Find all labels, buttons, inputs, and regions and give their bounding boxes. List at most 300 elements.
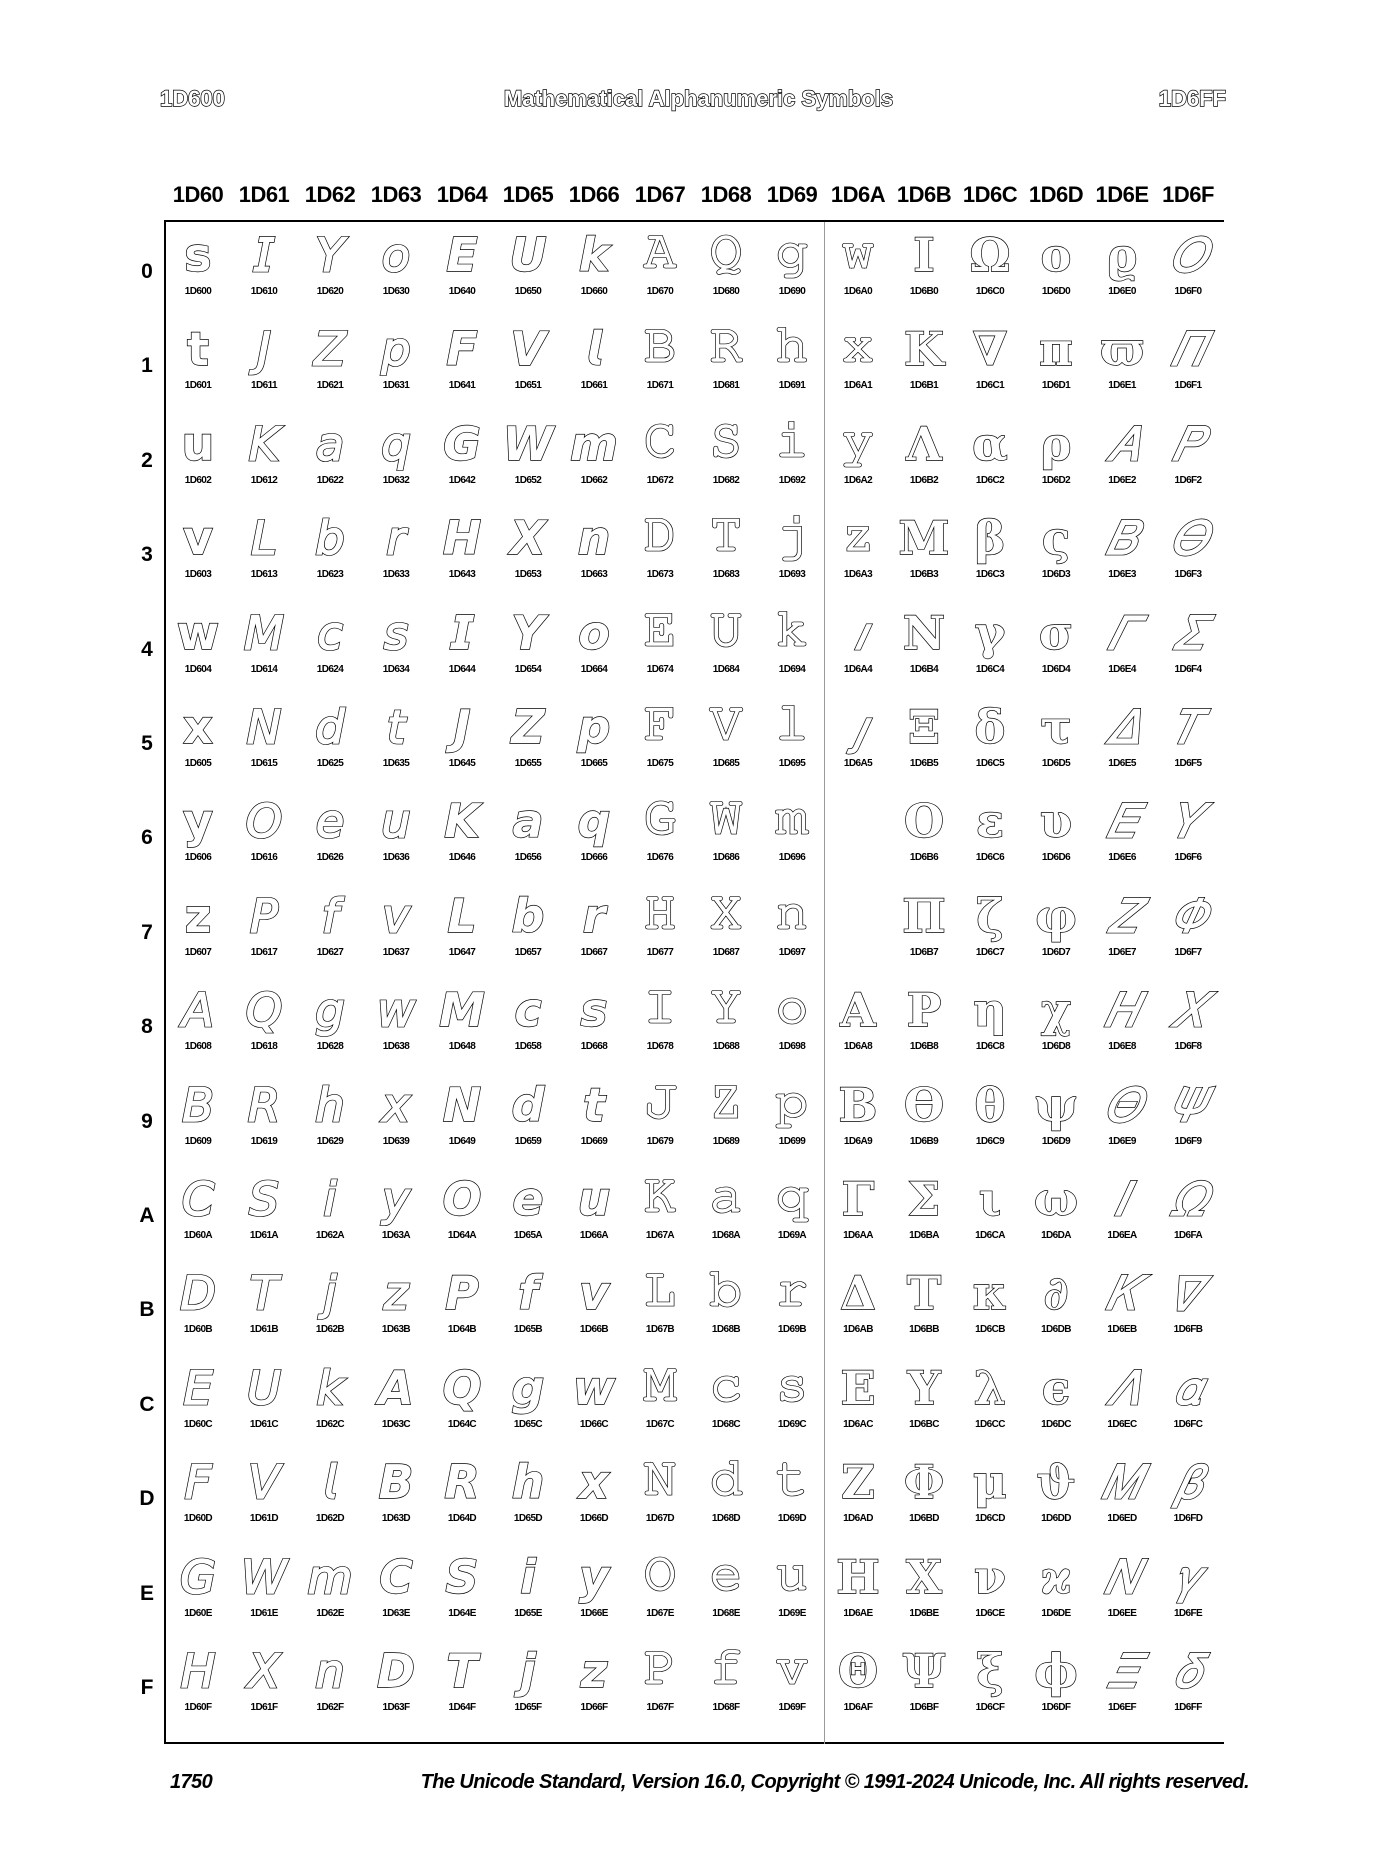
character-glyph: 𝙛 bbox=[517, 1266, 538, 1321]
chart-cell bbox=[1089, 1357, 1155, 1451]
character-glyph: 𝙃 bbox=[442, 511, 482, 566]
chart-cell bbox=[363, 696, 429, 790]
code-point-label: 1D65F bbox=[514, 1702, 542, 1713]
code-point-label: 1D646 bbox=[448, 852, 476, 864]
code-point-label: 1D698 bbox=[778, 1041, 806, 1053]
chart-cell bbox=[891, 1357, 957, 1451]
character-glyph: 𝛑 bbox=[1039, 322, 1073, 377]
code-point-label: 1D617 bbox=[250, 946, 278, 958]
code-point-label: 1D6F9 bbox=[1174, 1135, 1202, 1147]
character-glyph: 𝙌 bbox=[442, 1360, 482, 1415]
code-point-label: 1D632 bbox=[382, 474, 410, 486]
code-point-label: 1D6DF bbox=[1041, 1702, 1071, 1713]
chart-cell bbox=[165, 224, 231, 318]
character-glyph: 𝘫 bbox=[323, 1266, 337, 1321]
character-glyph: 𝛴 bbox=[1173, 605, 1203, 660]
chart-cell bbox=[627, 507, 693, 601]
code-point-label: 1D6CB bbox=[975, 1324, 1005, 1336]
character-glyph: 𝚭 bbox=[841, 1455, 875, 1510]
chart-cell bbox=[561, 979, 627, 1073]
character-glyph: 𝛯 bbox=[1107, 1644, 1137, 1698]
character-glyph: 𝘡 bbox=[314, 322, 346, 377]
code-point-label: 1D6E4 bbox=[1108, 663, 1136, 675]
code-point-label: 1D6F0 bbox=[1174, 286, 1202, 297]
character-glyph: 𝙭 bbox=[579, 1455, 609, 1510]
chart-cell bbox=[495, 1546, 561, 1640]
chart-cell bbox=[693, 224, 759, 318]
code-point-label: 1D6F8 bbox=[1174, 1041, 1202, 1053]
chart-cell bbox=[891, 1262, 957, 1356]
code-point-label: 1D6F7 bbox=[1174, 946, 1202, 958]
character-glyph: 𝘤 bbox=[317, 605, 343, 660]
chart-cell bbox=[165, 318, 231, 412]
chart-cell bbox=[957, 1168, 1023, 1262]
chart-cell bbox=[891, 413, 957, 507]
character-glyph: 𝛆 bbox=[976, 794, 1004, 849]
chart-cell bbox=[693, 979, 759, 1073]
character-glyph: 𝘠 bbox=[315, 228, 345, 282]
chart-cell bbox=[363, 1640, 429, 1734]
character-glyph: 𝙕 bbox=[511, 700, 545, 754]
character-glyph: 𝘶 bbox=[381, 794, 411, 849]
chart-cell bbox=[297, 1451, 363, 1545]
code-point-label: 1D67A bbox=[645, 1230, 675, 1241]
chart-cell bbox=[825, 224, 891, 318]
character-glyph: 𝘔 bbox=[244, 605, 284, 660]
character-glyph: 𝚐 bbox=[775, 229, 809, 281]
character-glyph: 𝛦 bbox=[1107, 794, 1137, 849]
character-glyph: 𝙴 bbox=[643, 606, 677, 659]
code-point-label: 1D653 bbox=[514, 569, 542, 581]
character-glyph: 𝘆 bbox=[183, 794, 213, 849]
character-glyph: 𝛭 bbox=[1102, 1455, 1142, 1510]
character-glyph: 𝛓 bbox=[1041, 511, 1070, 566]
code-point-label: 1D616 bbox=[250, 852, 278, 864]
character-glyph: 𝙀 bbox=[446, 228, 478, 282]
chart-cell bbox=[957, 1546, 1023, 1640]
chart-cell bbox=[231, 1640, 297, 1734]
code-point-label: 1D6F3 bbox=[1174, 569, 1202, 581]
character-glyph: 𝚛 bbox=[775, 1267, 809, 1320]
code-point-label: 1D6D4 bbox=[1041, 663, 1071, 675]
character-glyph: 𝚃 bbox=[709, 512, 743, 565]
chart-cell bbox=[1155, 224, 1221, 318]
chart-cell bbox=[1023, 1451, 1089, 1545]
character-glyph: 𝛠 bbox=[1106, 228, 1138, 282]
code-point-label: 1D65D bbox=[513, 1513, 543, 1525]
character-glyph: 𝙟 bbox=[520, 1644, 536, 1698]
chart-cell bbox=[165, 979, 231, 1073]
row-header: 8 bbox=[141, 1015, 153, 1039]
row-header: 7 bbox=[141, 920, 153, 944]
code-point-label: 1D697 bbox=[778, 946, 806, 958]
chart-cell bbox=[363, 602, 429, 696]
code-point-label: 1D6A2 bbox=[843, 474, 873, 486]
code-point-label: 1D60F bbox=[184, 1702, 212, 1713]
code-point-label: 1D6E2 bbox=[1108, 474, 1136, 486]
chart-cell bbox=[165, 1451, 231, 1545]
character-glyph: 𝘐 bbox=[253, 228, 275, 282]
chart-cell bbox=[231, 224, 297, 318]
character-glyph: 𝙽 bbox=[643, 1456, 677, 1509]
chart-cell bbox=[363, 1262, 429, 1356]
column-header: 1D6F bbox=[1162, 182, 1214, 207]
code-point-label: 1D627 bbox=[316, 946, 344, 958]
chart-cell bbox=[1023, 1074, 1089, 1168]
code-point-label: 1D625 bbox=[316, 758, 344, 769]
chart-cell bbox=[1155, 1357, 1221, 1451]
chart-cell bbox=[693, 1074, 759, 1168]
character-glyph: 𝛮 bbox=[1105, 1549, 1139, 1604]
code-point-label: 1D63F bbox=[382, 1702, 410, 1713]
character-glyph: 𝚿 bbox=[902, 1644, 945, 1698]
chart-cell bbox=[231, 413, 297, 507]
chart-cell bbox=[891, 696, 957, 790]
chart-cell bbox=[165, 1262, 231, 1356]
code-point-label: 1D6D5 bbox=[1041, 758, 1071, 769]
character-glyph: 𝚊 bbox=[709, 1173, 743, 1225]
character-glyph: 𝚨 bbox=[840, 983, 876, 1038]
character-glyph: 𝘻 bbox=[383, 1266, 409, 1321]
chart-cell bbox=[759, 318, 825, 412]
character-glyph: 𝘖 bbox=[245, 794, 283, 849]
chart-cell bbox=[627, 696, 693, 790]
chart-cell bbox=[759, 885, 825, 979]
character-glyph: 𝘯 bbox=[315, 1644, 345, 1698]
chart-cell bbox=[165, 1074, 231, 1168]
code-point-label: 1D665 bbox=[580, 758, 608, 769]
chart-cell bbox=[1023, 224, 1089, 318]
chart-cell bbox=[825, 507, 891, 601]
code-point-label: 1D621 bbox=[316, 380, 344, 392]
code-point-label: 1D6C5 bbox=[975, 758, 1005, 769]
chart-cell bbox=[825, 1168, 891, 1262]
code-point-label: 1D696 bbox=[778, 852, 806, 864]
chart-cell bbox=[759, 507, 825, 601]
chart-cell bbox=[1023, 1546, 1089, 1640]
code-point-label: 1D6AD bbox=[843, 1513, 873, 1525]
character-glyph: 𝙾 bbox=[643, 1550, 677, 1603]
code-point-label: 1D606 bbox=[184, 852, 212, 864]
code-point-label: 1D66A bbox=[579, 1230, 609, 1241]
chart-cell bbox=[627, 318, 693, 412]
character-glyph: 𝙬 bbox=[572, 1360, 616, 1415]
character-glyph: 𝘟 bbox=[248, 1644, 280, 1698]
chart-cell bbox=[495, 224, 561, 318]
chart-cell bbox=[891, 885, 957, 979]
chart-cell bbox=[1089, 1074, 1155, 1168]
code-point-label: 1D6F1 bbox=[1174, 380, 1202, 392]
chart-cell bbox=[363, 1546, 429, 1640]
character-glyph: 𝚷 bbox=[902, 888, 946, 943]
chart-cell bbox=[627, 224, 693, 318]
character-glyph: 𝛽 bbox=[1175, 1455, 1201, 1510]
character-glyph: 𝙗 bbox=[511, 888, 545, 943]
code-point-label: 1D6F5 bbox=[1174, 758, 1202, 769]
character-glyph: 𝘸 bbox=[377, 983, 415, 1038]
code-point-label: 1D6C7 bbox=[975, 946, 1005, 958]
row-header: C bbox=[139, 1392, 155, 1416]
code-point-label: 1D6AA bbox=[843, 1230, 873, 1241]
chart-cell bbox=[231, 885, 297, 979]
chart-cell bbox=[1023, 602, 1089, 696]
character-glyph: 𝛨 bbox=[1105, 983, 1139, 1038]
character-glyph: 𝛤 bbox=[1108, 605, 1136, 660]
chart-cell bbox=[297, 318, 363, 412]
chart-cell bbox=[297, 413, 363, 507]
column-header: 1D6E bbox=[1095, 182, 1149, 207]
code-point-label: 1D6D9 bbox=[1041, 1135, 1071, 1147]
code-point-label: 1D651 bbox=[514, 380, 542, 392]
character-glyph: 𝛋 bbox=[972, 1266, 1008, 1321]
character-glyph: 𝙊 bbox=[442, 1172, 482, 1226]
chart-cell bbox=[1023, 979, 1089, 1073]
character-glyph: 𝙔 bbox=[511, 605, 545, 660]
chart-cell bbox=[1155, 1451, 1221, 1545]
chart-cell bbox=[429, 1357, 495, 1451]
chart-cell bbox=[1089, 1168, 1155, 1262]
character-glyph: 𝙚 bbox=[512, 1172, 544, 1226]
chart-cell bbox=[165, 885, 231, 979]
chart-cell bbox=[561, 696, 627, 790]
code-point-label: 1D6CA bbox=[975, 1230, 1005, 1241]
chart-cell bbox=[1155, 885, 1221, 979]
chart-cell bbox=[1155, 979, 1221, 1073]
chart-cell bbox=[759, 224, 825, 318]
character-glyph: 𝚻 bbox=[906, 1266, 942, 1321]
code-point-label: 1D6A3 bbox=[843, 569, 873, 581]
code-point-label: 1D64B bbox=[447, 1324, 477, 1336]
character-glyph: 𝘦 bbox=[315, 794, 345, 849]
chart-cell bbox=[363, 790, 429, 884]
code-point-label: 1D60E bbox=[184, 1607, 212, 1619]
chart-cell bbox=[495, 1451, 561, 1545]
chart-cell bbox=[297, 885, 363, 979]
code-point-label: 1D631 bbox=[382, 380, 410, 392]
chart-cell bbox=[1023, 885, 1089, 979]
code-point-label: 1D6FD bbox=[1173, 1513, 1203, 1525]
chart-cell bbox=[957, 979, 1023, 1073]
chart-cell bbox=[825, 602, 891, 696]
character-glyph: 𝘰 bbox=[381, 228, 411, 282]
character-glyph: 𝛇 bbox=[976, 888, 1004, 943]
character-glyph: 𝘲 bbox=[381, 416, 411, 471]
chart-cell bbox=[165, 1168, 231, 1262]
character-glyph: 𝘣 bbox=[315, 511, 345, 566]
chart-cell bbox=[825, 696, 891, 790]
code-point-label: 1D6C4 bbox=[975, 663, 1005, 675]
row-header: D bbox=[139, 1487, 155, 1511]
code-point-label: 1D677 bbox=[646, 946, 674, 958]
character-glyph: 𝙑 bbox=[510, 322, 546, 377]
code-point-label: 1D62C bbox=[315, 1418, 345, 1430]
chart-cell bbox=[957, 1451, 1023, 1545]
chart-cell bbox=[759, 413, 825, 507]
character-glyph: 𝘈 bbox=[182, 983, 214, 1038]
code-point-label: 1D66C bbox=[579, 1418, 609, 1430]
character-glyph: 𝘵 bbox=[386, 700, 406, 754]
chart-cell bbox=[891, 979, 957, 1073]
character-glyph: 𝛶 bbox=[1172, 794, 1204, 849]
chart-cell bbox=[297, 224, 363, 318]
character-glyph: 𝚮 bbox=[836, 1549, 880, 1604]
character-glyph: 𝙋 bbox=[445, 1266, 479, 1321]
code-point-label: 1D63E bbox=[382, 1607, 410, 1619]
character-glyph: 𝛳 bbox=[1170, 511, 1206, 566]
chart-cell bbox=[627, 1640, 693, 1734]
code-point-label: 1D690 bbox=[778, 286, 806, 297]
chart-cell bbox=[429, 602, 495, 696]
chart-cell bbox=[627, 1262, 693, 1356]
row-header: 0 bbox=[141, 260, 153, 283]
chart-cell bbox=[957, 413, 1023, 507]
character-glyph: 𝛌 bbox=[973, 1360, 1007, 1415]
chart-cell bbox=[1023, 413, 1089, 507]
character-glyph: 𝛝 bbox=[1036, 1455, 1076, 1510]
chart-cell bbox=[825, 1074, 891, 1168]
chart-cell bbox=[891, 224, 957, 318]
code-point-label: 1D604 bbox=[184, 663, 212, 675]
code-point-label: 1D65A bbox=[513, 1230, 543, 1241]
character-glyph: 𝙎 bbox=[445, 1549, 479, 1604]
column-header: 1D67 bbox=[634, 182, 686, 207]
character-glyph: 𝚖 bbox=[775, 795, 809, 848]
code-point-label: 1D64D bbox=[447, 1513, 477, 1525]
chart-cell bbox=[561, 885, 627, 979]
code-point-label: 1D6C1 bbox=[975, 380, 1005, 392]
row-header: 9 bbox=[141, 1109, 153, 1133]
chart-cell bbox=[429, 979, 495, 1073]
code-point-label: 1D6D7 bbox=[1041, 946, 1071, 958]
character-glyph: 𝘎 bbox=[180, 1549, 216, 1604]
chart-cell bbox=[1155, 1074, 1221, 1168]
code-point-label: 1D6B0 bbox=[909, 286, 939, 297]
character-glyph: 𝚕 bbox=[775, 701, 809, 753]
code-point-label: 1D670 bbox=[646, 286, 674, 297]
character-glyph: 𝘢 bbox=[315, 416, 345, 471]
character-glyph: 𝙁 bbox=[446, 322, 478, 377]
column-header: 1D64 bbox=[436, 182, 488, 207]
row-header: 6 bbox=[141, 826, 153, 850]
character-glyph: 𝘒 bbox=[248, 416, 280, 471]
chart-cell bbox=[429, 1640, 495, 1734]
chart-cell bbox=[1155, 1168, 1221, 1262]
code-point-label: 1D637 bbox=[382, 946, 410, 958]
header-range-end: 1D6FF bbox=[1158, 86, 1226, 111]
code-point-label: 1D6BA bbox=[909, 1230, 939, 1241]
character-glyph: 𝘮 bbox=[307, 1549, 353, 1604]
code-point-label: 1D689 bbox=[712, 1135, 740, 1147]
character-glyph: 𝘑 bbox=[257, 322, 271, 377]
code-point-label: 1D648 bbox=[448, 1041, 476, 1053]
chart-cell bbox=[957, 1262, 1023, 1356]
character-glyph: 𝛡 bbox=[1100, 322, 1144, 377]
character-glyph: 𝛰 bbox=[1169, 228, 1207, 282]
chart-cell bbox=[1089, 1640, 1155, 1734]
code-point-label: 1D6BE bbox=[909, 1607, 939, 1619]
character-glyph: 𝙡 bbox=[586, 322, 602, 377]
code-point-label: 1D640 bbox=[448, 286, 476, 297]
chart-cell bbox=[825, 979, 891, 1073]
chart-cell bbox=[429, 507, 495, 601]
code-point-label: 1D6A9 bbox=[843, 1135, 873, 1147]
column-header: 1D6D bbox=[1028, 182, 1084, 207]
column-header: 1D6B bbox=[896, 182, 952, 207]
chart-cell bbox=[1023, 1357, 1089, 1451]
chart-cell bbox=[627, 602, 693, 696]
code-point-label: 1D69F bbox=[778, 1702, 806, 1713]
chart-cell bbox=[297, 696, 363, 790]
code-point-label: 1D6AC bbox=[843, 1418, 873, 1430]
chart-cell bbox=[363, 224, 429, 318]
code-point-label: 1D62D bbox=[315, 1513, 345, 1525]
chart-cell bbox=[957, 1074, 1023, 1168]
character-glyph: 𝛻 bbox=[1171, 1266, 1205, 1321]
character-glyph: 𝚴 bbox=[902, 605, 946, 660]
chart-cell bbox=[1023, 790, 1089, 884]
code-point-label: 1D6C3 bbox=[975, 569, 1005, 581]
code-point-label: 1D613 bbox=[250, 569, 278, 581]
column-header: 1D62 bbox=[304, 182, 356, 207]
code-point-label: 1D6CF bbox=[975, 1702, 1005, 1713]
chart-cell bbox=[561, 413, 627, 507]
chart-cell bbox=[297, 790, 363, 884]
character-glyph: 𝛧 bbox=[1107, 888, 1137, 943]
chart-cell bbox=[231, 1357, 297, 1451]
character-glyph: 𝚌 bbox=[709, 1361, 743, 1414]
code-point-label: 1D61B bbox=[249, 1324, 279, 1336]
chart-cell bbox=[231, 602, 297, 696]
code-point-label: 1D69D bbox=[777, 1513, 807, 1525]
chart-cell bbox=[1155, 1262, 1221, 1356]
chart-cell bbox=[627, 1451, 693, 1545]
code-point-label: 1D6FF bbox=[1174, 1702, 1202, 1713]
chart-cell bbox=[1155, 790, 1221, 884]
chart-cell bbox=[627, 1168, 693, 1262]
code-point-label: 1D6BC bbox=[909, 1418, 939, 1430]
chart-cell bbox=[561, 1262, 627, 1356]
code-point-label: 1D681 bbox=[712, 380, 740, 392]
chart-cell bbox=[759, 979, 825, 1073]
character-glyph: 𝚚 bbox=[775, 1173, 809, 1225]
chart-cell bbox=[165, 413, 231, 507]
chart-cell bbox=[693, 1451, 759, 1545]
character-glyph: 𝙠 bbox=[578, 228, 610, 282]
character-glyph: 𝛈 bbox=[973, 983, 1007, 1038]
code-point-label: 1D6AE bbox=[843, 1607, 873, 1619]
character-glyph: 𝙇 bbox=[447, 888, 477, 943]
character-glyph: 𝚒 bbox=[775, 417, 809, 470]
chart-cell bbox=[231, 790, 297, 884]
chart-cell bbox=[495, 602, 561, 696]
row-header: 1 bbox=[141, 354, 153, 378]
code-point-label: 1D620 bbox=[316, 286, 344, 297]
character-glyph: 𝚗 bbox=[775, 889, 809, 942]
chart-cell bbox=[891, 1546, 957, 1640]
code-point-label: 1D68C bbox=[711, 1418, 741, 1430]
code-point-label: 1D628 bbox=[316, 1041, 344, 1053]
code-point-label: 1D64A bbox=[447, 1230, 477, 1241]
chart-cell bbox=[363, 1451, 429, 1545]
character-glyph: 𝙮 bbox=[579, 1549, 609, 1604]
chart-cell bbox=[1089, 1546, 1155, 1640]
character-glyph: 𝙱 bbox=[643, 323, 677, 376]
character-glyph: 𝛅 bbox=[974, 700, 1006, 754]
chart-cell bbox=[429, 885, 495, 979]
character-glyph: 𝚆 bbox=[709, 795, 743, 848]
character-glyph: 𝚫 bbox=[840, 1266, 876, 1321]
character-glyph: 𝛟 bbox=[1034, 1644, 1078, 1698]
